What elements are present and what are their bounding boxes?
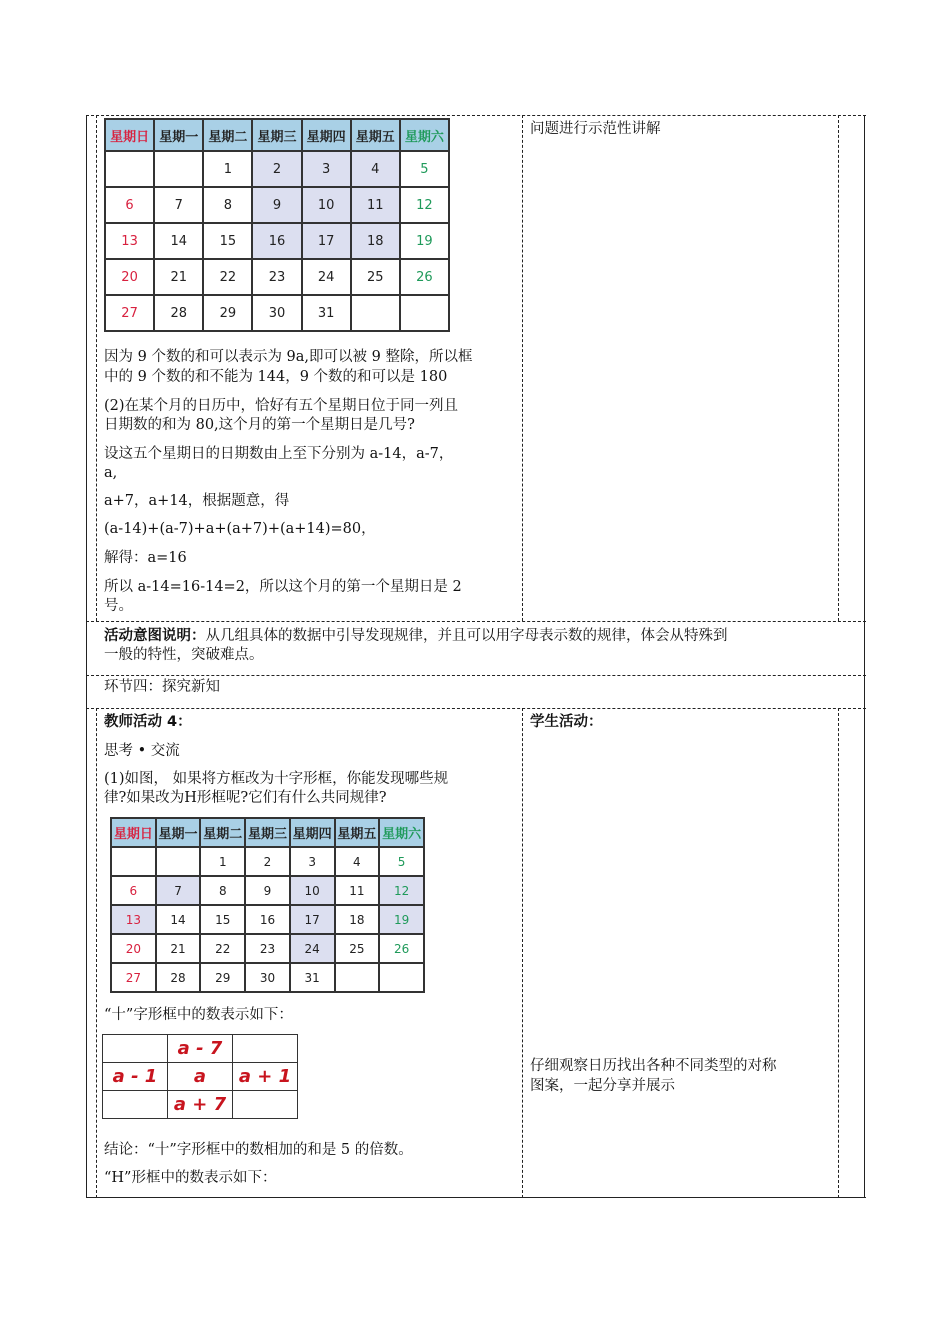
calendar-day-cell: 20 [111, 934, 156, 963]
calendar-day-cell: 5 [400, 151, 449, 187]
student-activity-text: 仔细观察日历找出各种不同类型的对称 [530, 1058, 777, 1074]
calendar-day-cell: 13 [111, 905, 156, 934]
calendar-grid-2 [110, 817, 425, 993]
calendar-day-cell [154, 151, 203, 187]
calendar-day-cell: 26 [379, 934, 424, 963]
intent-text: 从几组具体的数据中引导发现规律，并且可以用字母表示数的规律，体会从特殊到 [205, 628, 728, 644]
calendar-day-cell: 11 [351, 187, 400, 223]
calendar-day-cell: 10 [290, 876, 335, 905]
calendar-day-cell: 12 [400, 187, 449, 223]
cross-cell-empty [103, 1035, 168, 1063]
calendar-grid-1 [104, 118, 450, 332]
calendar-day-cell: 8 [203, 187, 252, 223]
calendar-day-cell: 5 [379, 847, 424, 876]
calendar-day-cell: 30 [245, 963, 290, 992]
solution: 解得：a=16 [104, 550, 187, 566]
setup-line: 设这五个星期日的日期数由上至下分别为 a-14，a-7， [104, 446, 454, 462]
calendar-header-cell: 星期六 [400, 119, 449, 151]
calendar-day-cell: 9 [252, 187, 301, 223]
cross-frame-table [102, 1034, 298, 1119]
calendar-week-row [105, 151, 449, 187]
calendar-day-cell: 25 [351, 259, 400, 295]
table-border-bottom [86, 1197, 866, 1198]
table-border-right [864, 115, 865, 1198]
calendar-week-row [111, 876, 424, 905]
calendar-day-cell: 10 [302, 187, 351, 223]
intent-label: 活动意图说明： [104, 628, 206, 644]
calendar-day-cell: 1 [200, 847, 245, 876]
intent-text-2: 一般的特性，突破难点。 [104, 647, 264, 663]
calendar-day-cell: 17 [302, 223, 351, 259]
calendar-header-cell: 星期三 [245, 818, 290, 847]
calendar-day-cell: 13 [105, 223, 154, 259]
calendar-header-row [105, 119, 449, 151]
calendar-day-cell: 31 [302, 295, 351, 331]
calendar-day-cell [111, 847, 156, 876]
calendar-header-cell: 星期一 [156, 818, 201, 847]
calendar-day-cell: 22 [203, 259, 252, 295]
calendar-day-cell [351, 295, 400, 331]
calendar-header-cell: 星期二 [203, 119, 252, 151]
calendar-day-cell [105, 151, 154, 187]
calendar-day-cell: 27 [105, 295, 154, 331]
calendar-day-cell: 7 [156, 876, 201, 905]
calendar-day-cell: 26 [400, 259, 449, 295]
calendar-day-cell: 29 [200, 963, 245, 992]
calendar-day-cell: 23 [252, 259, 301, 295]
calendar-day-cell: 28 [154, 295, 203, 331]
calendar-day-cell: 23 [245, 934, 290, 963]
h-frame-intro: “H”形框中的数表示如下： [104, 1170, 277, 1186]
calendar-day-cell: 30 [252, 295, 301, 331]
table-row-divider [86, 621, 866, 622]
calendar-header-cell: 星期五 [351, 119, 400, 151]
calendar-day-cell: 18 [335, 905, 380, 934]
inner-right-border [838, 708, 839, 1198]
calendar-day-cell: 3 [302, 151, 351, 187]
calendar-header-row [111, 818, 424, 847]
calendar-day-cell: 6 [111, 876, 156, 905]
calendar-header-cell: 星期日 [111, 818, 156, 847]
explanation-line: 因为 9 个数的和可以表示为 9a,即可以被 9 整除，所以框 [104, 349, 473, 365]
calendar-day-cell: 16 [252, 223, 301, 259]
inner-left-border [96, 115, 97, 621]
calendar-week-row [105, 187, 449, 223]
calendar-day-cell: 27 [111, 963, 156, 992]
calendar-week-row [111, 847, 424, 876]
table-row-divider [86, 708, 866, 709]
final-answer-line: 号。 [104, 598, 133, 614]
column-divider [522, 115, 523, 621]
calendar-day-cell: 2 [245, 847, 290, 876]
calendar-header-cell: 星期五 [335, 818, 380, 847]
cross-cell-left: a - 1 [103, 1063, 168, 1091]
calendar-day-cell: 31 [290, 963, 335, 992]
calendar-day-cell: 21 [156, 934, 201, 963]
teacher-question-line: (1)如图， 如果将方框改为十字形框，你能发现哪些规 [104, 771, 449, 787]
calendar-day-cell [400, 295, 449, 331]
calendar-day-cell: 9 [245, 876, 290, 905]
calendar-day-cell: 6 [105, 187, 154, 223]
calendar-day-cell: 24 [290, 934, 335, 963]
calendar-day-cell [379, 963, 424, 992]
calendar-day-cell: 7 [154, 187, 203, 223]
table-border-left [86, 115, 87, 1198]
calendar-day-cell: 1 [203, 151, 252, 187]
calendar-day-cell: 14 [154, 223, 203, 259]
calendar-day-cell: 15 [203, 223, 252, 259]
cross-cell-center: a [168, 1063, 233, 1091]
explanation-line: 中的 9 个数的和不能为 144，9 个数的和可以是 180 [104, 369, 448, 385]
calendar-header-cell: 星期四 [290, 818, 335, 847]
calendar-day-cell: 22 [200, 934, 245, 963]
calendar-week-row [105, 223, 449, 259]
calendar-week-row [111, 905, 424, 934]
question-2-line: (2)在某个月的日历中，恰好有五个星期日位于同一列且 [104, 398, 459, 414]
setup-line: a+7，a+14，根据题意，得 [104, 493, 290, 509]
calendar-day-cell: 11 [335, 876, 380, 905]
calendar-day-cell: 21 [154, 259, 203, 295]
cross-cell-empty [103, 1091, 168, 1119]
stage-title: 环节四：探究新知 [104, 679, 220, 695]
calendar-day-cell: 25 [335, 934, 380, 963]
calendar-header-cell: 星期六 [379, 818, 424, 847]
cross-cell-bottom: a + 7 [168, 1091, 233, 1119]
calendar-week-row [105, 295, 449, 331]
calendar-header-cell: 星期一 [154, 119, 203, 151]
calendar-week-row [105, 259, 449, 295]
calendar-header-cell: 星期日 [105, 119, 154, 151]
calendar-day-cell [156, 847, 201, 876]
calendar-day-cell: 15 [200, 905, 245, 934]
inner-right-border [838, 115, 839, 621]
calendar-day-cell: 14 [156, 905, 201, 934]
calendar-header-cell: 星期四 [302, 119, 351, 151]
inner-left-border [96, 708, 97, 1198]
calendar-day-cell: 24 [302, 259, 351, 295]
calendar-day-cell: 19 [379, 905, 424, 934]
calendar-day-cell: 17 [290, 905, 335, 934]
equation: (a-14)+(a-7)+a+(a+7)+(a+14)=80， [104, 521, 376, 537]
calendar-day-cell: 8 [200, 876, 245, 905]
right-column-note: 问题进行示范性讲解 [530, 121, 661, 137]
calendar-day-cell: 16 [245, 905, 290, 934]
calendar-week-row [111, 963, 424, 992]
cross-cell-empty [233, 1035, 298, 1063]
calendar-day-cell: 19 [400, 223, 449, 259]
cross-cell-top: a - 7 [168, 1035, 233, 1063]
calendar-day-cell: 2 [252, 151, 301, 187]
cross-conclusion: 结论：“十”字形框中的数相加的和是 5 的倍数。 [104, 1142, 413, 1158]
calendar-header-cell: 星期二 [200, 818, 245, 847]
setup-line: a, [104, 465, 118, 481]
table-border-top [86, 115, 866, 116]
cross-frame-intro: “十”字形框中的数表示如下： [104, 1007, 293, 1023]
student-activity-text: 图案，一起分享并展示 [530, 1078, 675, 1094]
calendar-day-cell [335, 963, 380, 992]
final-answer-line: 所以 a-14=16-14=2，所以这个月的第一个星期日是 2 [104, 579, 462, 595]
calendar-day-cell: 3 [290, 847, 335, 876]
calendar-header-cell: 星期三 [252, 119, 301, 151]
cross-cell-empty [233, 1091, 298, 1119]
calendar-day-cell: 4 [335, 847, 380, 876]
student-activity-title: 学生活动： [530, 714, 603, 730]
question-2-line: 日期数的和为 80,这个月的第一个星期日是几号? [104, 417, 415, 433]
calendar-day-cell: 29 [203, 295, 252, 331]
calendar-day-cell: 28 [156, 963, 201, 992]
calendar-day-cell: 20 [105, 259, 154, 295]
calendar-day-cell: 4 [351, 151, 400, 187]
cross-cell-right: a + 1 [233, 1063, 298, 1091]
calendar-day-cell: 18 [351, 223, 400, 259]
calendar-day-cell: 12 [379, 876, 424, 905]
teacher-question-line: 律?如果改为H形框呢?它们有什么共同规律? [104, 790, 387, 806]
column-divider [522, 708, 523, 1198]
teacher-activity-title: 教师活动 4： [104, 714, 192, 730]
teacher-subtitle: 思考 • 交流 [104, 743, 180, 759]
calendar-week-row [111, 934, 424, 963]
